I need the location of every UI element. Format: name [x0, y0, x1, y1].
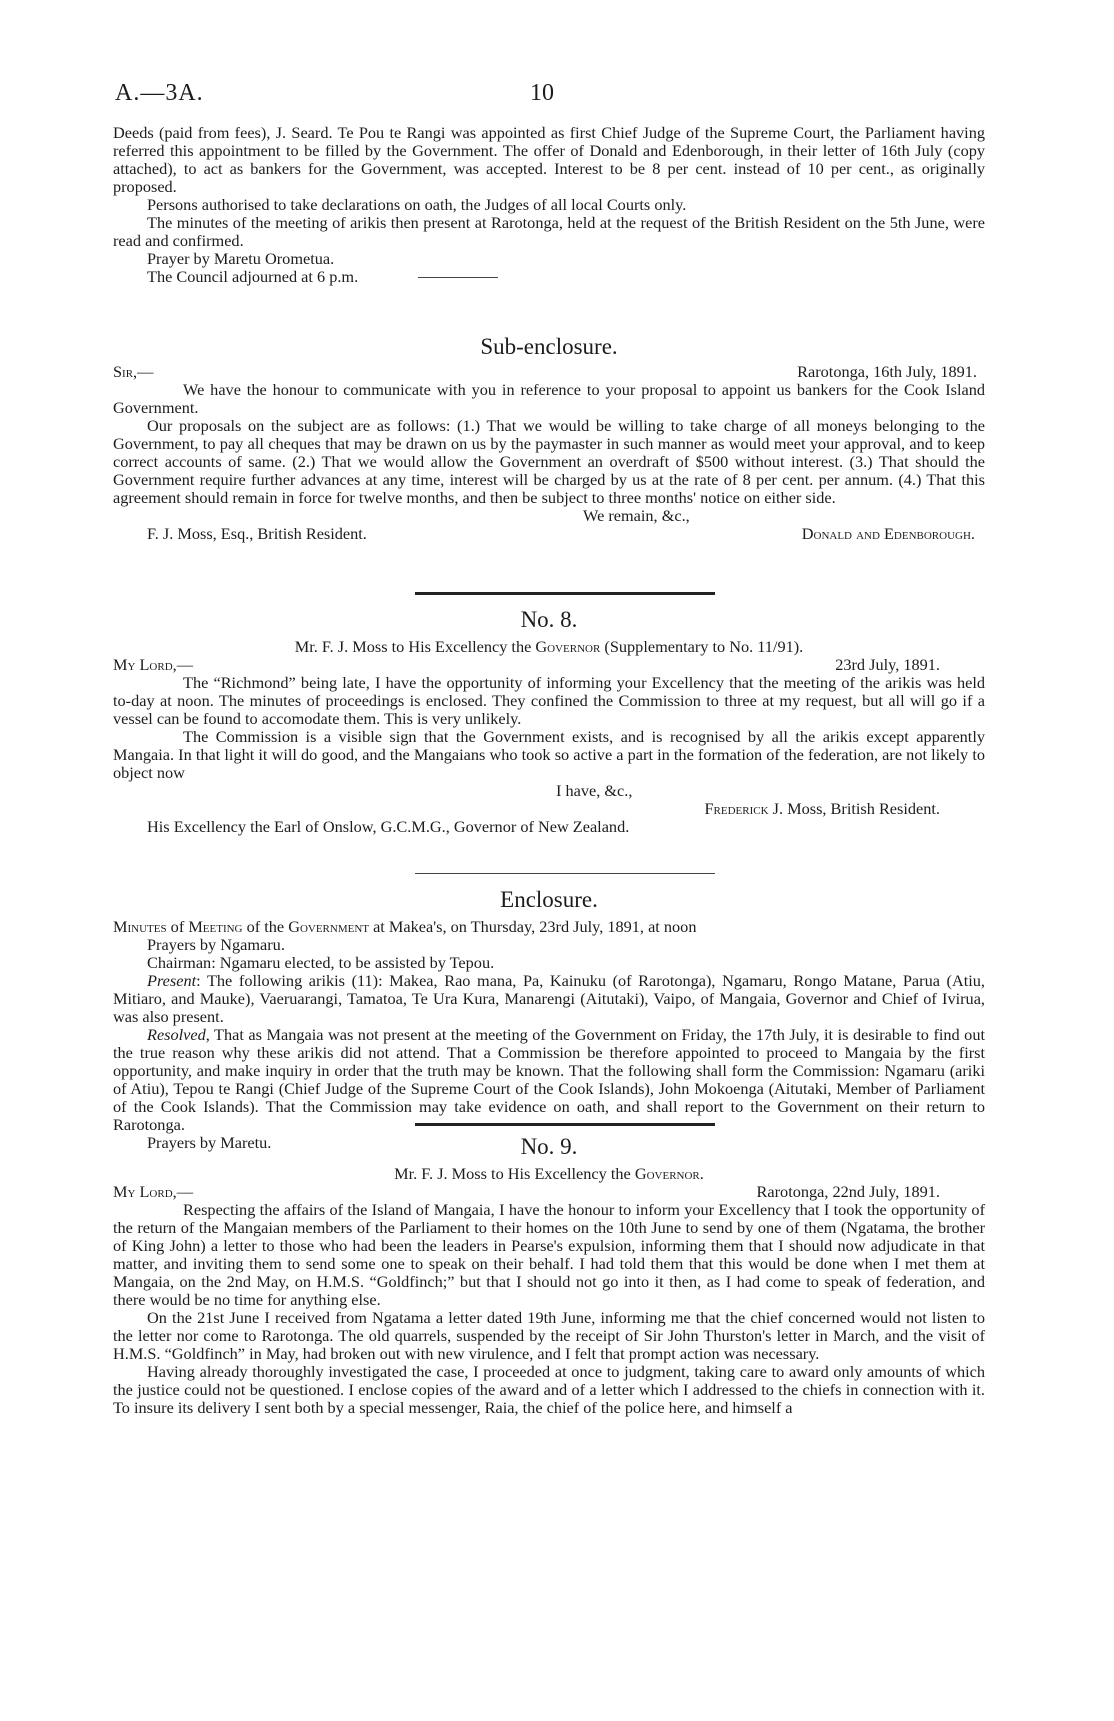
- sub-enclosure-section: [113, 333, 985, 543]
- closing: We remain, &c.,: [583, 506, 690, 525]
- present-text: : The following arikis (11): Makea, Rao mana, Pa, Kainuku (of Rarotonga), Ngamaru, Rongo Matane, Parua (Atiu, Mitiaro, and Mauke), Vaeruarangi, Tamatoa, Te Ura Kura, Manarengi (Aitutaki), Vaipo, of Mangaia, Governor and Chief of Ivirua, was also present.: [113, 971, 985, 1026]
- paragraph: Deeds (paid from fees), J. Seard. Te Pou te Rangi was appointed as first Chief Judge of the Supreme Court, the Parliament having referred this appointment to be filled by the Government. The offer of Donald and Edenborough, in their letter of 16th July (copy attached), to act as bankers for the Government, was accepted. Interest to be 8 per cent. instead of 10 per cent., as originally proposed.: [113, 123, 985, 196]
- salutation: My Lord,—: [113, 1182, 194, 1201]
- subtitle-text: Mr. F. J. Moss to His Excellency the: [394, 1164, 631, 1183]
- title-part: Minutes: [113, 917, 167, 936]
- paragraph: Our proposals on the subject are as follows: (1.) That we would be willing to take charge of all moneys belonging to the Government, to pay all cheques that may be drawn on us by the paymaster in such manner as would meet your approval, and to keep correct accounts of same. (2.) That we would allow the Government an overdraft of $500 without interest. (3.) That should the Government require further advances at any time, interest will be charged by us at the rate of 8 per cent. per annum. (4.) That this agreement should remain in force for twelve months, and then be subject to three months' notice on either side.: [113, 416, 985, 507]
- top-block: [113, 124, 985, 286]
- resolved-text: , That as Mangaia was not present at the meeting of the Government on Friday, the 17th July, it is desirable to find out the true reason why these arikis did not attend. That a Commission be therefore appointed to proceed to Mangaia by the first opportunity, and make inquiry in order that the truth may be known. That the following shall form the Commission: Ngamaru (ariki of Atiu), Tepou te Rangi (Chief Judge of the Supreme Court of the Cook Islands), John Mokoenga (Aitutaki, Member of Parliament of the Cook Islands). That the Commission may take evidence on oath, and shall report to the Government on their return to Rarotonga.: [113, 1025, 985, 1134]
- subtitle-text: (Supplementary to No. 11/91).: [604, 637, 804, 656]
- paragraph: Chairman: Ngamaru elected, to be assisted by Tepou.: [147, 953, 495, 972]
- section-heading: Sub-enclosure.: [480, 334, 618, 359]
- signature-name: Frederick: [704, 799, 769, 818]
- paragraph: Prayers by Ngamaru.: [147, 935, 285, 954]
- paragraph: The “Richmond” being late, I have the opportunity of informing your Excellency that the meeting of the arikis was held to-day at noon. The minutes of proceedings is enclosed. They confined the Commission to three at my request, but all will go if a vessel can be found to accomodate them. This is very unlikely.: [113, 673, 985, 728]
- signature: Donald and Edenborough.: [801, 524, 975, 543]
- signature: [705, 800, 986, 818]
- enclosure-section: [113, 886, 985, 1152]
- addressee: F. J. Moss, Esq., British Resident.: [147, 524, 367, 543]
- subtitle-governor: Governor.: [634, 1164, 704, 1183]
- place-date: Rarotonga, 22nd July, 1891.: [756, 1182, 940, 1201]
- letter-number-heading: No. 9.: [520, 1134, 578, 1159]
- no9-section: [113, 1133, 985, 1417]
- letter-number-heading: No. 8.: [520, 607, 578, 632]
- paragraph: We have the honour to communicate with you in reference to your proposal to appoint us bankers for the Cook Island Government.: [113, 380, 985, 417]
- title-part: of the: [246, 917, 285, 936]
- subtitle-governor: Governor: [535, 637, 601, 656]
- page-number: 10: [530, 80, 554, 106]
- title-part: of: [170, 917, 185, 936]
- addressee: His Excellency the Earl of Onslow, G.C.M.G., Governor of New Zealand.: [147, 817, 630, 836]
- paragraph: Respecting the affairs of the Island of Mangaia, I have the honour to inform your Excellency that I took the opportunity of the return of the Mangaian members of the Parliament to their homes on the 10th June to send by one of them (Ngatama, the brother of King John) a letter to those who had been the leaders in Pearse's expulsion, informing them that I should now adjudicate in that matter, and inviting them to send some one to speak on their behalf. I had told them that this would be done when I met them at Mangaia, on the 2nd May, on H.M.S. “Goldfinch;” but that I should not go into it then, as I had come to speak of federation, and there would be no time for anything else.: [113, 1200, 985, 1309]
- paragraph: The minutes of the meeting of arikis then present at Rarotonga, held at the request of the British Resident on the 5th June, were read and confirmed.: [113, 213, 985, 250]
- salutation: My Lord,—: [113, 655, 194, 674]
- section-rule: [415, 592, 715, 595]
- document-code: A.—3A.: [115, 80, 204, 106]
- section-heading: Enclosure.: [500, 887, 598, 912]
- paragraph: The Council adjourned at 6 p.m.: [147, 267, 359, 286]
- section-rule: [415, 873, 715, 874]
- title-part: Government: [288, 917, 369, 936]
- paragraph: Having already thoroughly investigated the case, I proceeded at once to judgment, taking care to award only amounts of which the justice could not be questioned. I enclose copies of the award and of a letter which I addressed to the chiefs in connection with it. To insure its delivery I sent both by a special messenger, Raia, the chief of the police here, and himself a: [113, 1362, 985, 1417]
- paragraph: On the 21st June I received from Ngatama a letter dated 19th June, informing me that the chief concerned would not listen to the letter nor come to Rarotonga. The old quarrels, suspended by the receipt of Sir John Thurston's letter in March, and the visit of H.M.S. “Goldfinch” in May, had broken out with new virulence, and I felt that prompt action was necessary.: [113, 1308, 985, 1363]
- subtitle-text: Mr. F. J. Moss to His Excellency the: [294, 637, 532, 656]
- paragraph: The Commission is a visible sign that the Government exists, and is recognised by all the arikis except apparently Mangaia. In that light it will do good, and the Mangaians who took so active a part in the formation of the federation, are not likely to object now: [113, 727, 985, 782]
- place-date: Rarotonga, 16th July, 1891.: [797, 362, 977, 381]
- no8-section: [113, 606, 985, 836]
- title-part: Meeting: [188, 917, 243, 936]
- title-part: at Makea's, on Thursday, 23rd July, 1891, at noon: [373, 917, 697, 936]
- date: 23rd July, 1891.: [835, 655, 940, 674]
- minutes-title: [113, 918, 985, 936]
- closing: I have, &c.,: [556, 781, 633, 800]
- paragraph: Prayer by Maretu Orometua.: [147, 249, 335, 268]
- present-paragraph: [113, 972, 985, 1026]
- resolved-paragraph: [113, 1026, 985, 1134]
- signature-rest: J. Moss, British Resident.: [772, 799, 940, 818]
- paragraph: Prayers by Maretu.: [147, 1133, 272, 1152]
- resolved-label: Resolved: [147, 1025, 206, 1044]
- letter-subtitle: [113, 638, 985, 656]
- divider: [418, 277, 498, 278]
- letter-subtitle: [113, 1165, 985, 1183]
- present-label: Present: [147, 971, 197, 990]
- salutation: Sir,—: [113, 362, 154, 381]
- paragraph: Persons authorised to take declarations on oath, the Judges of all local Courts only.: [147, 195, 687, 214]
- section-rule: [415, 1123, 715, 1126]
